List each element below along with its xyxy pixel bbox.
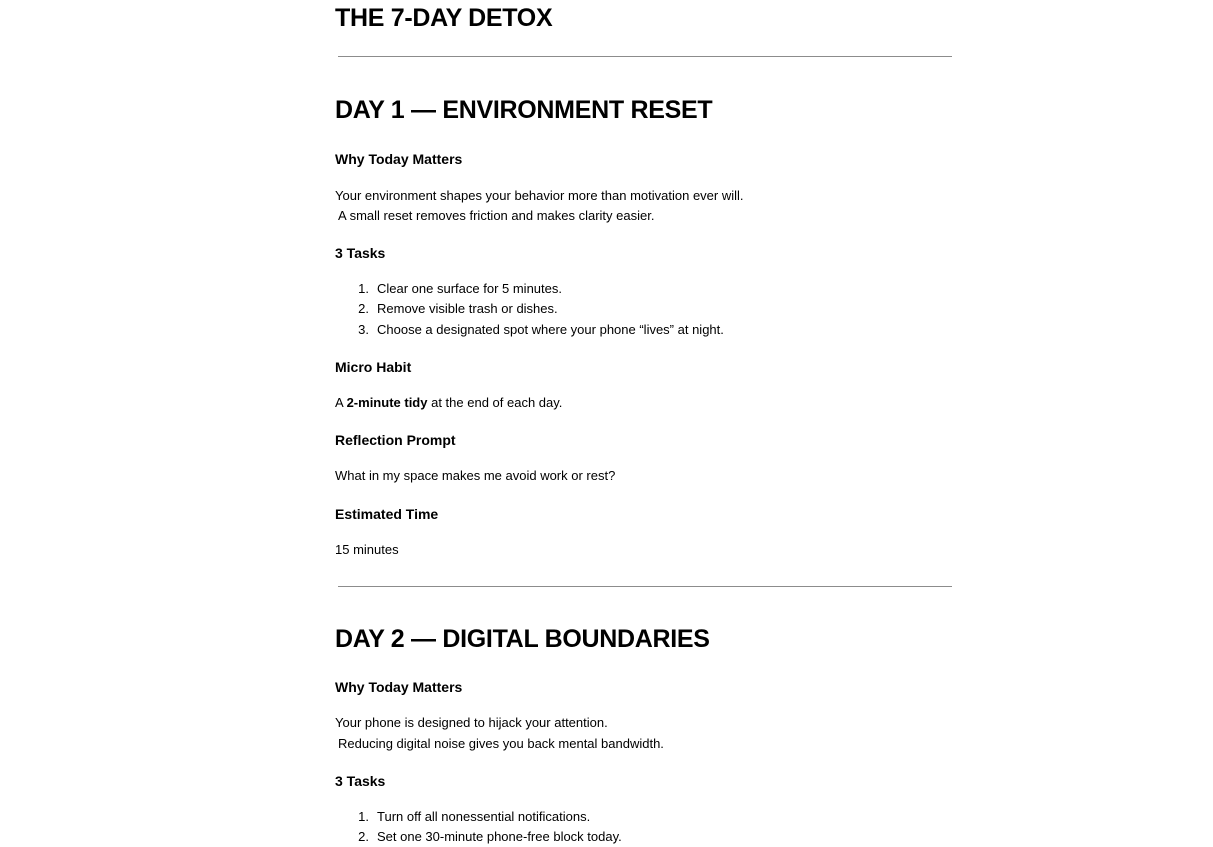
day-1-time-text: 15 minutes <box>335 542 399 557</box>
section-divider <box>338 586 952 587</box>
section-divider <box>338 56 952 57</box>
day-1-why-line-1: Your environment shapes your behavior more than motivation ever will. <box>335 188 744 203</box>
day-1-title: DAY 1 — ENVIRONMENT RESET <box>335 96 713 124</box>
task-number: 1. <box>358 281 369 296</box>
task-number: 3. <box>358 322 369 337</box>
day-2-title: DAY 2 — DIGITAL BOUNDARIES <box>335 625 710 653</box>
day-1-reflection-heading: Reflection Prompt <box>335 432 456 448</box>
task-number: 1. <box>358 809 369 824</box>
task-text: Clear one surface for 5 minutes. <box>377 281 562 296</box>
day-2-tasks-heading: 3 Tasks <box>335 773 386 789</box>
task-text: Turn off all nonessential notifications. <box>377 809 591 824</box>
day-1-reflection-text: What in my space makes me avoid work or rest? <box>335 468 616 483</box>
document-title: THE 7-DAY DETOX <box>335 4 553 32</box>
day-1-micro-habit-heading: Micro Habit <box>335 359 412 375</box>
day-2-why-line-2: Reducing digital noise gives you back mental bandwidth. <box>338 736 664 751</box>
day-1-why-line-2: A small reset removes friction and makes clarity easier. <box>338 208 655 223</box>
task-text: Set one 30-minute phone-free block today. <box>377 829 622 844</box>
micro-habit-prefix: A <box>335 395 347 410</box>
day-1-why-heading: Why Today Matters <box>335 151 463 167</box>
task-text: Choose a designated spot where your phone “lives” at night. <box>377 322 724 337</box>
task-text: Remove visible trash or dishes. <box>377 301 558 316</box>
task-number: 2. <box>358 301 369 316</box>
task-number: 2. <box>358 829 369 844</box>
day-1-tasks-heading: 3 Tasks <box>335 245 386 261</box>
day-1-time-heading: Estimated Time <box>335 506 439 522</box>
micro-habit-suffix: at the end of each day. <box>427 395 563 410</box>
day-1-micro-habit-text <box>335 395 562 410</box>
day-2-why-line-1: Your phone is designed to hijack your attention. <box>335 715 608 730</box>
micro-habit-emphasis: 2-minute tidy <box>346 395 428 410</box>
day-2-why-heading: Why Today Matters <box>335 679 463 695</box>
